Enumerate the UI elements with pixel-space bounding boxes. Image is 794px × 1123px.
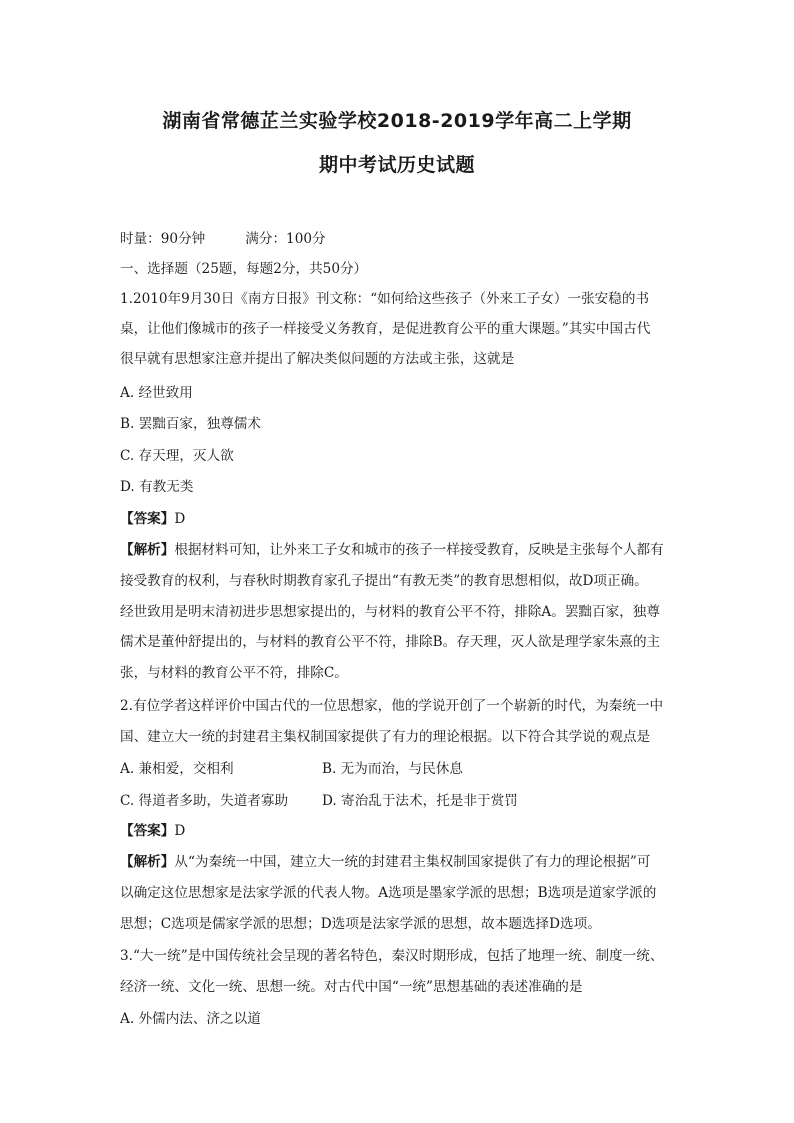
- q2-answer: [120, 821, 185, 841]
- q1-analysis-line: 经世致用是明末清初进步思想家提出的，与材料的教育公平不符，排除A。罢黜百家，独尊: [120, 604, 660, 620]
- q2-option-d: D. 寄治乱于法术，托是非于赏罚: [322, 793, 518, 809]
- section-heading: 一、选择题（25题，每题2分，共50分）: [120, 261, 368, 277]
- q1-answer: [120, 509, 185, 529]
- analysis-label: 【解析】: [120, 854, 175, 870]
- q1-analysis-line: 接受教育的权利，与春秋时期教育家孔子提出“有教无类”的教育思想相似，故D项正确。: [120, 573, 648, 589]
- q1-option-b: B. 罢黜百家，独尊儒术: [120, 416, 261, 432]
- analysis-text: 从“为秦统一中国，建立大一统的封建君主集权制国家提供了有力的理论根据”可: [174, 854, 651, 870]
- analysis-text: 根据材料可知，让外来工子女和城市的孩子一样接受教育，反映是主张每个人都有: [174, 542, 664, 558]
- q2-option-a: A. 兼相爱，交相利: [120, 761, 234, 777]
- q2-analysis-line: 思想；C选项是儒家学派的思想；D选项是法家学派的思想，故本题选择D选项。: [120, 916, 601, 932]
- q1-option-a: A. 经世致用: [120, 385, 193, 401]
- q1-stem-line: 桌，让他们像城市的孩子一样接受义务教育，是促进教育公平的重大课题。”其实中国古代: [120, 321, 651, 337]
- q2-option-b: B. 无为而治，与民休息: [322, 761, 463, 777]
- exam-meta: [120, 229, 326, 249]
- document-title-line1: 湖南省常德芷兰实验学校2018-2019学年高二上学期: [162, 110, 632, 132]
- answer-value: D: [174, 823, 186, 839]
- q3-stem-line: 3.“大一统”是中国传统社会呈现的著名特色，秦汉时期形成，包括了地理一统、制度一统、: [120, 948, 664, 964]
- q2-stem-line: 2.有位学者这样评价中国古代的一位思想家，他的学说开创了一个崭新的时代，为秦统一中: [120, 698, 664, 714]
- q1-analysis-line: [120, 540, 664, 560]
- q1-analysis-line: 张，与材料的教育公平不符，排除C。: [120, 665, 348, 681]
- q2-analysis-line: 以确定这位思想家是法家学派的代表人物。A选项是墨家学派的思想；B选项是道家学派的: [120, 885, 657, 901]
- q1-option-d: D. 有教无类: [120, 479, 194, 495]
- analysis-label: 【解析】: [120, 542, 175, 558]
- q2-options-row: [120, 791, 518, 811]
- document-title-line2: 期中考试历史试题: [318, 154, 475, 176]
- q1-stem-line: 1.2010年9月30日《南方日报》刊文称：“如何给这些孩子（外来工子女）一张安稳的书: [120, 291, 650, 307]
- q3-stem-line: 经济一统、文化一统、思想一统。对古代中国“一统”思想基础的表述准确的是: [120, 979, 583, 995]
- q3-option-a: A. 外儒内法、济之以道: [120, 1011, 261, 1027]
- q2-stem-line: 国、建立大一统的封建君主集权制国家提供了有力的理论根据。以下符合其学说的观点是: [120, 729, 651, 745]
- exam-score: 满分：100分: [245, 231, 326, 247]
- q2-option-c: C. 得道者多助，失道者寡助: [120, 793, 289, 809]
- q2-options-row: [120, 759, 463, 779]
- q1-analysis-line: 儒术是董仲舒提出的，与材料的教育公平不符，排除B。存天理，灭人欲是理学家朱熹的主: [120, 634, 661, 650]
- q1-option-c: C. 存天理，灭人欲: [120, 448, 234, 464]
- q1-stem-line: 很早就有思想家注意并提出了解决类似问题的方法或主张，这就是: [120, 351, 515, 367]
- answer-label: 【答案】: [120, 823, 175, 839]
- q2-analysis-line: [120, 852, 650, 872]
- exam-time: 时量：90分钟: [120, 231, 206, 247]
- answer-label: 【答案】: [120, 511, 175, 527]
- answer-value: D: [174, 511, 186, 527]
